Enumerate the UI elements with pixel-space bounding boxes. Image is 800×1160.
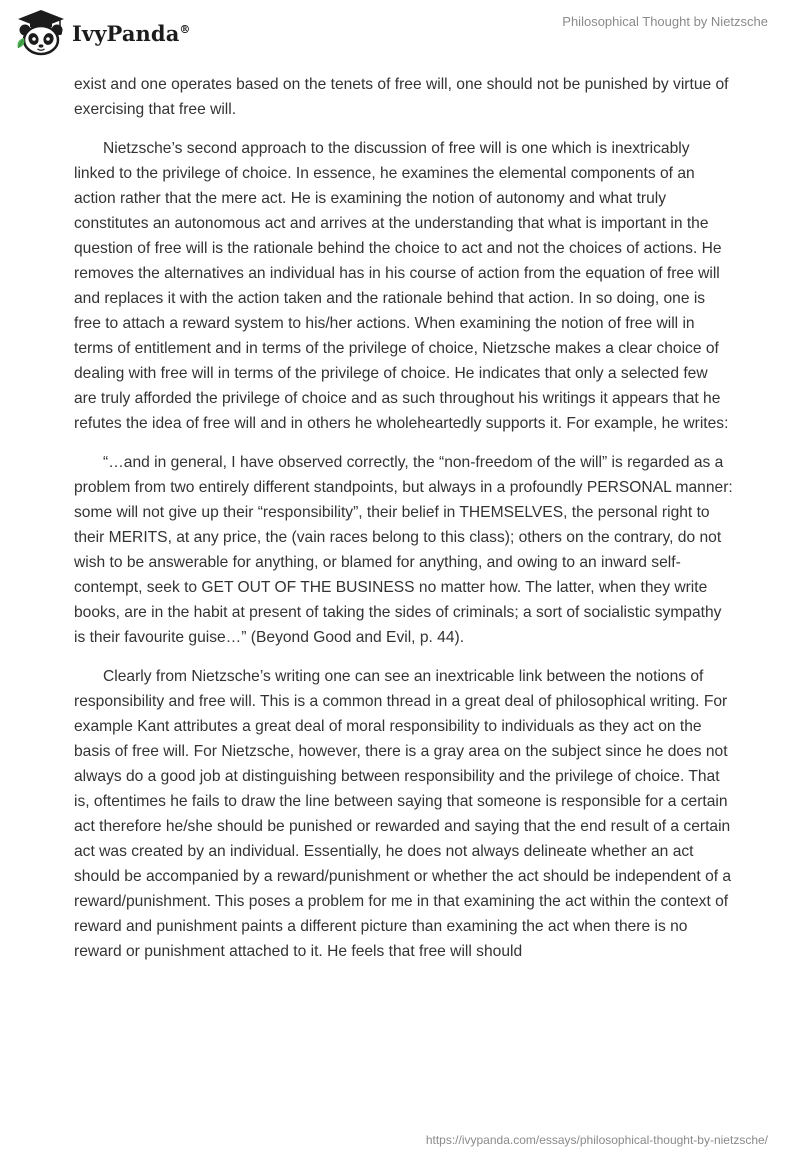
paragraph-continuation: exist and one operates based on the tenets of free will, one should not be punished by virtue of exercising that free will. xyxy=(74,76,729,118)
document-title: Philosophical Thought by Nietzsche xyxy=(562,14,768,29)
page-header xyxy=(0,0,800,70)
source-url-link[interactable]: https://ivypanda.com/essays/philosophical-thought-by-nietzsche/ xyxy=(425,1133,768,1147)
block-quote: “…and in general, I have observed correctly, the “non-freedom of the will” is regarded as a problem from two entirely different standpoints, but always in a profoundly PERSONAL manner: some will not give up their “responsibility”, their belief in THEMSELVES, the personal right to their MERITS, at any price, the (vain races belong to this class); others on the contrary, do not wish to be answerable for anything, or blamed for anything, and owing to an inward self-contempt, seek to GET OUT OF THE BUSINESS no matter how. The latter, when they write books, are in the habit at present of taking the sides of criminals; a sort of socialistic sympathy is their favourite guise…” (Beyond Good and Evil, p. 44). xyxy=(74,454,733,646)
paragraph: Nietzsche’s second approach to the discussion of free will is one which is inextricably linked to the privilege of choice. In essence, he examines the elemental components of an action rather that the mere act. He is examining the notion of autonomy and what truly constitutes an autonomous act and arrives at the understanding that what is important in the question of free will is the rationale behind the choice to act and not the choices of actions. He removes the alternatives an individual has in his course of action from the equation of free will and replaces it with the action taken and the rationale behind that action. In so doing, one is free to attach a reward system to his/her actions. When examining the notion of free will in terms of entitlement and in terms of the privilege of choice, Nietzsche makes a clear choice of dealing with free will in terms of the privilege of choice. He indicates that only a selected few are truly afforded the privilege of choice and as such throughout his writings it appears that he refutes the idea of free will and in others he wholeheartedly supports it. For example, he writes: xyxy=(74,140,729,432)
brand-name: IvyPanda® xyxy=(72,20,191,46)
brand-logo[interactable] xyxy=(14,8,191,58)
panda-graduate-icon xyxy=(14,8,68,58)
essay-body xyxy=(74,72,734,978)
paragraph: Clearly from Nietzsche’s writing one can see an inextricable link between the notions of responsibility and free will. This is a common thread in a great deal of philosophical writing. For example Kant attributes a great deal of moral responsibility to individuals as they act on the basis of free will. For Nietzsche, however, there is a gray area on the subject since he does not always do a good job at distinguishing between responsibility and the privilege of choice. That is, oftentimes he fails to draw the line between saying that someone is responsible for a certain act therefore he/she should be punished or rewarded and saying that the end result of a certain act was created by an individual. Essentially, he does not always delineate whether an act should be accompanied by a reward/punishment or whether the act should be independent of a reward/punishment. This poses a problem for me in that examining the act within the context of reward and punishment paints a different picture than examining the act when there is no reward or punishment attached to it. He feels that free will should xyxy=(74,668,732,960)
